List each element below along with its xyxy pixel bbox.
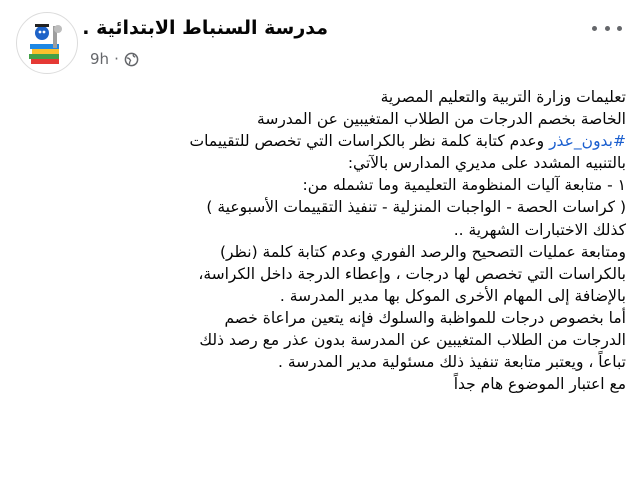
globe-icon[interactable] bbox=[124, 52, 139, 67]
post-text-line: بالكراسات التي تخصص لها درجات ، وإعطاء الدرجة داخل الكراسة، bbox=[198, 264, 626, 283]
hashtag-link[interactable]: #بدون_عذر bbox=[549, 132, 626, 151]
post-text-line: مع اعتبار الموضوع هام جداً bbox=[453, 375, 626, 394]
meta-separator: · bbox=[114, 50, 119, 68]
post-text-fragment: وعدم كتابة كلمة نظر بالكراسات التي تخصص للتقييمات bbox=[189, 132, 545, 151]
post-text-line bbox=[20, 130, 626, 152]
post-text-line: تباعاً ، ويعتبر متابعة تنفيذ ذلك مسئولية مدير المدرسة . bbox=[277, 353, 626, 372]
post-text-line: الدرجات من الطلاب المتغيبين عن المدرسة بدون عذر مع رصد ذلك bbox=[199, 331, 626, 350]
more-dot bbox=[617, 26, 622, 31]
page-name-link[interactable]: مدرسة السنباط الابتدائية . bbox=[82, 17, 328, 39]
more-dot bbox=[605, 26, 610, 31]
post-text-line: ( كراسات الحصة - الواجبات المنزلية - تنفيذ التقييمات الأسبوعية ) bbox=[206, 198, 626, 217]
post-text bbox=[20, 86, 626, 395]
more-options-button[interactable] bbox=[592, 18, 622, 38]
post-text-line: تعليمات وزارة التربية والتعليم المصرية bbox=[380, 88, 626, 106]
post-text-line: الخاصة بخصم الدرجات من الطلاب المتغيبين عن المدرسة bbox=[257, 110, 626, 129]
post-text-line: كذلك الاختبارات الشهرية .. bbox=[453, 220, 626, 239]
post-text-line: بالإضافة إلى المهام الأخرى الموكل بها مدير المدرسة . bbox=[279, 286, 626, 305]
post-time-link[interactable]: 9h bbox=[90, 50, 110, 68]
page-avatar[interactable] bbox=[16, 12, 78, 74]
post-text-line: ومتابعة عمليات التصحيح والرصد الفوري وعدم كتابة كلمة (نظر) bbox=[219, 242, 626, 261]
post-meta bbox=[90, 48, 139, 70]
post-text-line: ١ - متابعة آليات المنظومة التعليمية وما تشمله من: bbox=[302, 176, 626, 195]
school-books-logo-icon bbox=[17, 13, 77, 73]
post-text-line: بالتنبيه المشدد على مديري المدارس بالآتي: bbox=[347, 154, 626, 173]
post-text-line: أما بخصوص درجات للمواظبة والسلوك فإنه يتعين مراعاة خصم bbox=[224, 308, 626, 327]
more-dot bbox=[592, 26, 597, 31]
